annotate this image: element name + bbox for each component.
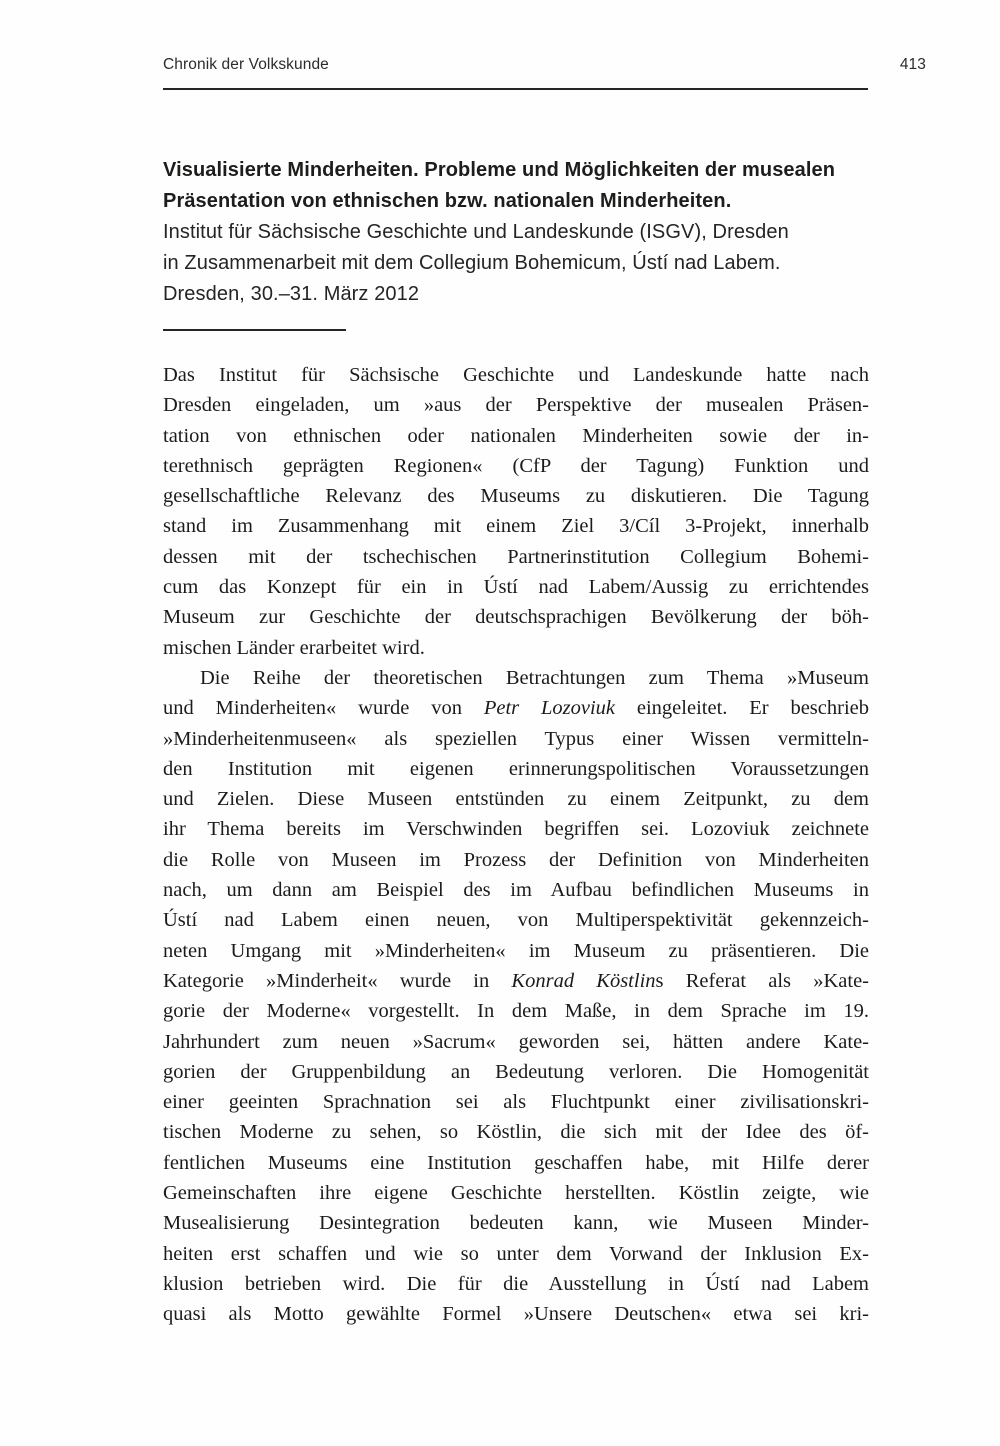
body-line: die Rolle von Museen im Prozess der Definition von Minderheiten xyxy=(163,848,869,871)
body-line: tation von ethnischen oder nationalen Minderheiten sowie der in- xyxy=(163,424,869,447)
body-line: Museum zur Geschichte der deutschsprachigen Bevölkerung der böh- xyxy=(163,606,869,629)
body-line: Die Reihe der theoretischen Betrachtungen zum Thema »Museum xyxy=(200,666,869,689)
body-line: tischen Moderne zu sehen, so Köstlin, die sich mit der Idee des öf- xyxy=(163,1121,869,1144)
body-line: cum das Konzept für ein in Ústí nad Labem/Aussig zu errichtendes xyxy=(163,576,869,599)
body-line: Dresden eingeladen, um »aus der Perspektive der musealen Präsen- xyxy=(163,394,869,417)
conference-title-line-2: Präsentation von ethnischen bzw. nationalen Minderheiten. xyxy=(163,190,732,212)
body-line: stand im Zusammenhang mit einem Ziel 3/Cíl 3-Projekt, innerhalb xyxy=(163,515,869,538)
title-block xyxy=(163,155,883,310)
body-line: den Institution mit eigenen erinnerungspolitischen Voraussetzungen xyxy=(163,757,869,780)
body-line: und Zielen. Diese Museen entstünden zu einem Zeitpunkt, zu dem xyxy=(163,788,869,811)
body-line: neten Umgang mit »Minderheiten« im Museum zu präsentieren. Die xyxy=(163,939,869,962)
body-line: »Minderheitenmuseen« als speziellen Typus einer Wissen vermitteln- xyxy=(163,727,869,750)
header-rule xyxy=(163,88,868,90)
body-line: Ústí nad Labem einen neuen, von Multiperspektivität gekennzeich- xyxy=(163,909,869,932)
running-title: Chronik der Volkskunde xyxy=(163,56,329,73)
body-line: quasi als Motto gewählte Formel »Unsere Deutschen« etwa sei kri- xyxy=(163,1303,869,1326)
body-line: Das Institut für Sächsische Geschichte und Landeskunde hatte nach xyxy=(163,364,869,386)
body-line: heiten erst schaffen und wie so unter dem Vorwand der Inklusion Ex- xyxy=(163,1242,869,1265)
conference-organizer-line-2: in Zusammenarbeit mit dem Collegium Bohemicum, Ústí nad Labem. xyxy=(163,252,781,274)
body-line: und Minderheiten« wurde von Petr Lozoviuk eingeleitet. Er beschrieb xyxy=(163,697,869,720)
body-line: Jahrhundert zum neuen »Sacrum« geworden sei, hätten andere Kate- xyxy=(163,1030,869,1053)
body-line: ihr Thema bereits im Verschwinden begriffen sei. Lozoviuk zeichnete xyxy=(163,818,869,841)
body-line: klusion betrieben wird. Die für die Ausstellung in Ústí nad Labem xyxy=(163,1272,869,1295)
body-line: dessen mit der tschechischen Partnerinstitution Collegium Bohemi- xyxy=(163,545,869,568)
running-header xyxy=(163,55,926,74)
conference-title-line-1: Visualisierte Minderheiten. Probleme und Möglichkeiten der musealen xyxy=(163,159,836,181)
body-line: Musealisierung Desintegration bedeuten kann, wie Museen Minder- xyxy=(163,1212,869,1235)
body-line: fentlichen Museums eine Institution geschaffen habe, mit Hilfe derer xyxy=(163,1151,869,1174)
body-line: Gemeinschaften ihre eigene Geschichte herstellten. Köstlin zeigte, wie xyxy=(163,1182,869,1205)
page-number: 413 xyxy=(899,56,926,73)
body-line: gesellschaftliche Relevanz des Museums zu diskutieren. Die Tagung xyxy=(163,485,869,508)
body-line: terethnisch geprägten Regionen« (CfP der Tagung) Funktion und xyxy=(163,454,869,477)
body-line: mischen Länder erarbeitet wird. xyxy=(163,636,425,659)
title-separator-rule xyxy=(163,329,346,331)
body-line: Kategorie »Minderheit« wurde in Konrad Köstlins Referat als »Kate- xyxy=(163,969,870,992)
conference-organizer-line-1: Institut für Sächsische Geschichte und Landeskunde (ISGV), Dresden xyxy=(163,221,789,243)
body-line: gorien der Gruppenbildung an Bedeutung verloren. Die Homogenität xyxy=(163,1060,869,1083)
body-text xyxy=(163,360,869,1330)
body-line: gorie der Moderne« vorgestellt. In dem Maße, in dem Sprache im 19. xyxy=(163,1000,869,1023)
body-line: einer geeinten Sprachnation sei als Fluchtpunkt einer zivilisationskri- xyxy=(163,1091,869,1114)
body-line: nach, um dann am Beispiel des im Aufbau befindlichen Museums in xyxy=(163,879,869,902)
conference-date-line: Dresden, 30.–31. März 2012 xyxy=(163,283,420,305)
